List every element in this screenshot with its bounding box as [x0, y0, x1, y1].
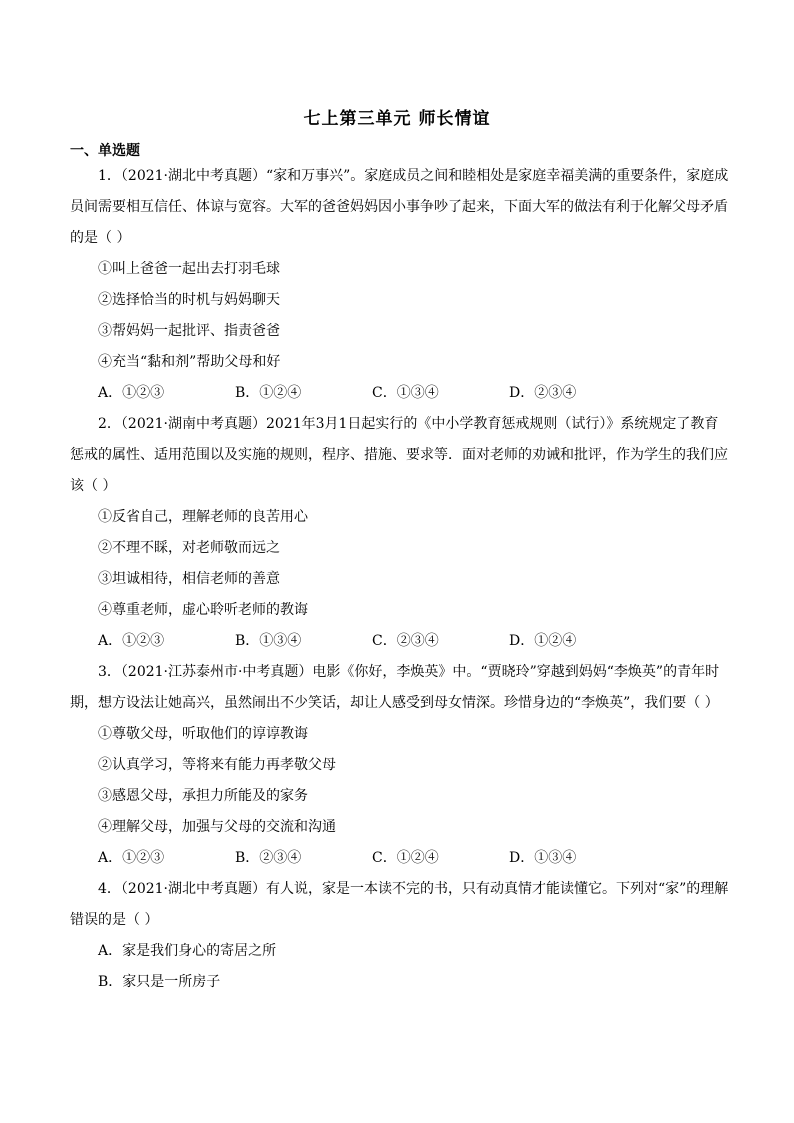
section-heading: 一、单选题: [70, 143, 140, 159]
answer-option: A．家是我们身心的寄居之所: [98, 943, 277, 959]
choice-a: A．①②③: [98, 850, 165, 866]
answer-choices: [70, 843, 732, 874]
choice-d: D．①③④: [509, 850, 577, 866]
choice-b: B．①②④: [235, 385, 302, 401]
statement-option: ③坦诚相待，相信老师的善意: [98, 571, 280, 587]
question-1: [70, 161, 732, 409]
choice-c: C．①②④: [372, 850, 439, 866]
answer-choices: [70, 626, 732, 657]
statement-option: ①反省自己，理解老师的良苦用心: [98, 509, 308, 525]
statement-option: ①尊敬父母，听取他们的谆谆教诲: [98, 726, 308, 742]
statement-option: ②选择恰当的时机与妈妈聊天: [98, 292, 280, 308]
question-stem: 1．（2021·湖北中考真题）“家和万事兴”。家庭成员之间和睦相处是家庭幸福美满的重要条件，家庭成员间需要相互信任、体谅与宽容。大军的爸爸妈妈因小事争吵了起来，下面大军的做法有利于化解父母矛盾的是（ ）: [70, 168, 729, 246]
choice-c: C．②③④: [372, 633, 439, 649]
choice-b: B．②③④: [235, 850, 302, 866]
question-4: [70, 874, 732, 998]
statement-option: ③帮妈妈一起批评、指责爸爸: [98, 323, 280, 339]
choice-c: C．①③④: [372, 385, 439, 401]
question-stem: 3．（2021·江苏泰州市·中考真题）电影《你好，李焕英》中。“贾晓玲”穿越到妈妈“李焕英”的青年时期，想方设法让她高兴，虽然闹出不少笑话，却让人感受到母女情深。珍惜身边的“李焕英”，我们要（ ）: [70, 664, 720, 711]
statement-option: ④充当“黏和剂”帮助父母和好: [98, 354, 281, 370]
question-stem: 4．（2021·湖北中考真题）有人说，家是一本读不完的书，只有动真情才能读懂它。下列对“家”的理解错误的是（ ）: [70, 881, 729, 928]
choice-a: A．①②③: [98, 633, 165, 649]
statement-option: ④理解父母，加强与父母的交流和沟通: [98, 819, 336, 835]
question-stem: 2．（2021·湖南中考真题）2021年3月1日起实行的《中小学教育惩戒规则（试行）》系统规定了教育惩戒的属性、适用范围以及实施的规则，程序、措施、要求等．面对老师的劝诫和批评，作为学生的我们应该（ ）: [70, 416, 728, 494]
choice-d: D．①②④: [509, 633, 577, 649]
statement-option: ①叫上爸爸一起出去打羽毛球: [98, 261, 280, 277]
document-title: 七上第三单元 师长情谊: [303, 109, 491, 129]
statement-option: ②不理不睬，对老师敬而远之: [98, 540, 280, 556]
question-list: [70, 161, 732, 998]
question-3: [70, 657, 732, 874]
choice-a: A．①②③: [98, 385, 165, 401]
statement-option: ②认真学习，等将来有能力再孝敬父母: [98, 757, 336, 773]
statement-option: ④尊重老师，虚心聆听老师的教诲: [98, 602, 308, 618]
choice-d: D．②③④: [509, 385, 577, 401]
question-2: [70, 409, 732, 657]
answer-option: B．家只是一所房子: [98, 974, 221, 990]
answer-choices: [70, 378, 732, 409]
choice-b: B．①③④: [235, 633, 302, 649]
statement-option: ③感恩父母，承担力所能及的家务: [98, 788, 308, 804]
